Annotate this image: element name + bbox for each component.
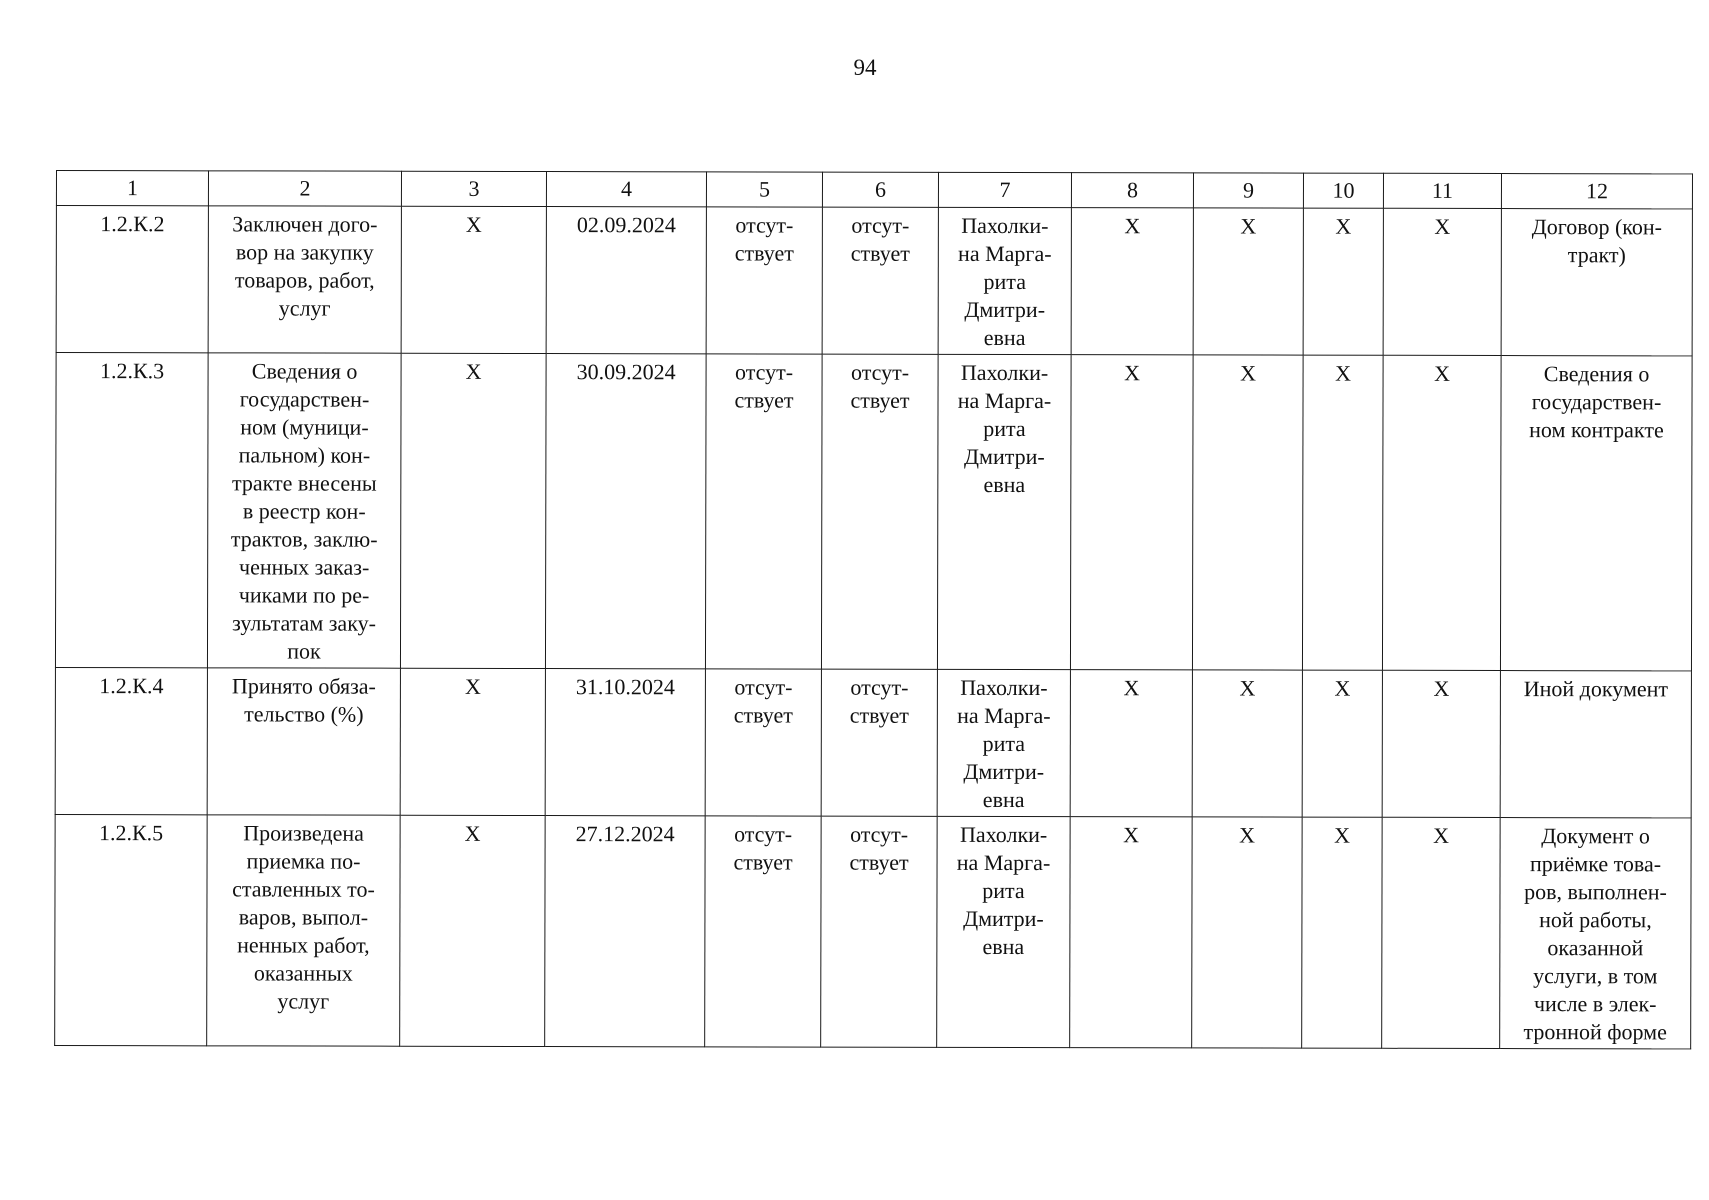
responsible-person: Пахолки- на Марга- рита Дмитри- евна (937, 816, 1070, 1047)
cell-mark: Х (400, 353, 546, 668)
column-number-header-row (56, 171, 1692, 209)
responsible-person: Пахолки- на Марга- рита Дмитри- евна (938, 207, 1071, 354)
table-row (55, 814, 1691, 1048)
table-row (55, 353, 1692, 671)
cell-mark: Х (1383, 208, 1501, 355)
document-type: Сведения о государствен- ном контракте (1500, 356, 1692, 671)
table-row (55, 667, 1691, 817)
row-code: 1.2.К.5 (55, 814, 207, 1045)
cell-status: отсут- ствует (706, 207, 822, 354)
document-type: Иной документ (1500, 671, 1691, 818)
document-type: Документ о приёмке това- ров, выполнен- ной работы, оказанной услуги, в том числе в элек- тронной форме (1500, 818, 1691, 1049)
column-header: 10 (1303, 173, 1383, 208)
cell-status: отсут- ствует (822, 207, 938, 354)
cell-status: отсут- ствует (705, 816, 821, 1047)
event-name: Заключен дого- вор на закупку товаров, работ, услуг (208, 206, 401, 353)
page-number: 94 (853, 55, 877, 80)
column-header: 5 (706, 172, 822, 207)
column-header: 11 (1383, 173, 1501, 208)
cell-mark: Х (1071, 208, 1193, 355)
column-header: 2 (208, 171, 401, 206)
cell-status: отсут- ствует (705, 669, 821, 816)
cell-mark: Х (400, 815, 545, 1046)
cell-status: отсут- ствует (705, 354, 822, 669)
event-date: 27.12.2024 (545, 816, 705, 1047)
cell-mark: Х (401, 206, 546, 353)
cell-mark: Х (1382, 355, 1501, 670)
cell-mark: Х (1070, 817, 1192, 1048)
cell-mark: Х (1070, 355, 1193, 670)
column-header: 4 (546, 172, 706, 207)
row-code: 1.2.К.2 (56, 206, 208, 353)
column-header: 3 (401, 171, 546, 206)
event-date: 31.10.2024 (545, 669, 705, 816)
column-header: 1 (56, 171, 208, 206)
cell-mark: Х (1192, 670, 1302, 817)
cell-mark: Х (1303, 208, 1383, 355)
cell-mark: Х (1302, 817, 1382, 1048)
event-name: Принято обяза- тельство (%) (207, 668, 400, 815)
control-points-table (54, 170, 1693, 1049)
column-header: 8 (1071, 173, 1193, 208)
responsible-person: Пахолки- на Марга- рита Дмитри- евна (937, 669, 1070, 816)
document-type: Договор (кон- тракт) (1501, 209, 1692, 356)
cell-mark: Х (1302, 355, 1383, 670)
column-header: 7 (938, 172, 1071, 207)
cell-mark: Х (1382, 670, 1500, 817)
row-code: 1.2.К.4 (55, 667, 207, 814)
cell-mark: Х (1302, 670, 1382, 817)
responsible-person: Пахолки- на Марга- рита Дмитри- евна (937, 354, 1071, 669)
column-header: 12 (1501, 174, 1692, 209)
event-date: 30.09.2024 (545, 354, 706, 669)
event-name: Произведена приемка по- ставленных то- варов, выпол- ненных работ, оказанных услуг (207, 815, 400, 1046)
cell-status: отсут- ствует (821, 816, 937, 1047)
column-header: 9 (1193, 173, 1303, 208)
row-code: 1.2.К.3 (55, 353, 208, 668)
cell-status: отсут- ствует (821, 669, 937, 816)
cell-mark: Х (400, 668, 545, 815)
table-row (56, 206, 1692, 356)
event-name: Сведения о государствен- ном (муници- пальном) кон- тракте внесены в реестр кон- трактов, заклю- ченных заказ- чиками по ре- зультатам заку- пок (207, 353, 401, 668)
column-header: 6 (822, 172, 938, 207)
cell-mark: Х (1193, 208, 1303, 355)
cell-mark: Х (1382, 817, 1500, 1048)
cell-mark: Х (1070, 670, 1192, 817)
cell-mark: Х (1192, 817, 1302, 1048)
cell-status: отсут- ствует (821, 354, 938, 669)
cell-mark: Х (1192, 355, 1303, 670)
event-date: 02.09.2024 (546, 207, 706, 354)
